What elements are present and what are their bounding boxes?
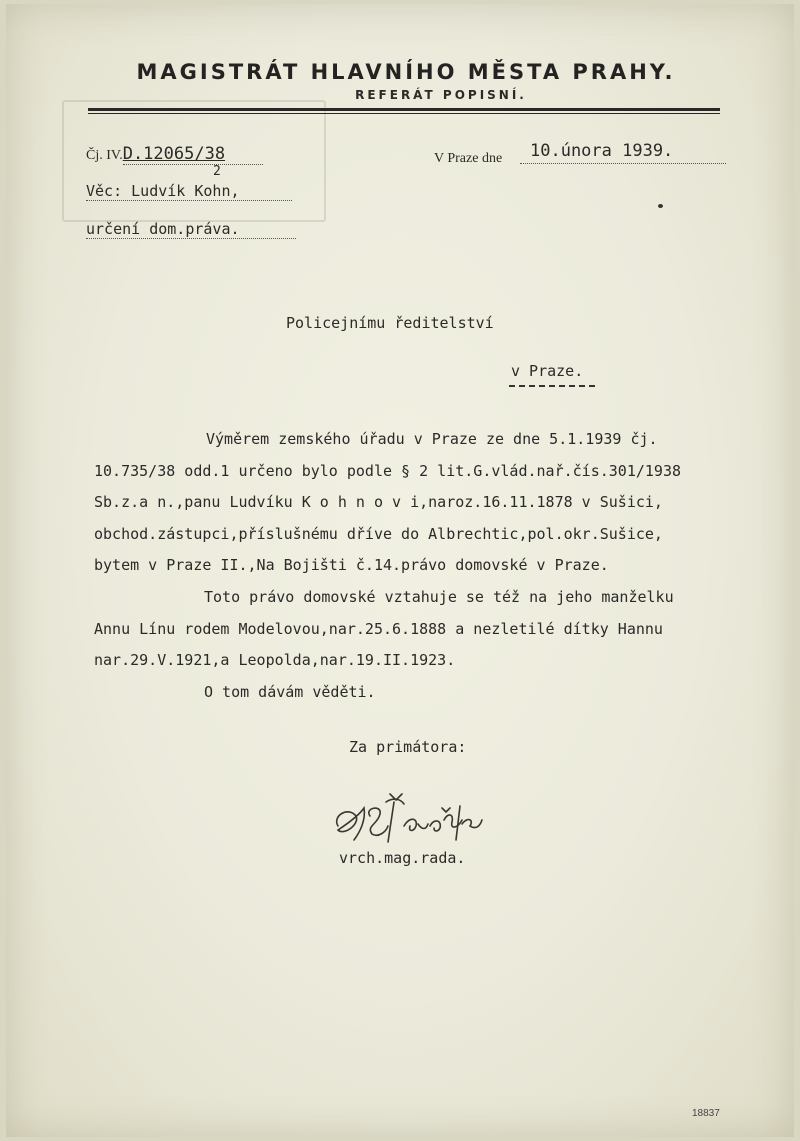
subject-line-2: určení dom.práva. <box>86 220 296 239</box>
reference-number: D.12065/38 <box>122 144 226 164</box>
body-line: obchod.zástupci,příslušnému dříve do Albrechtic,pol.okr.Sušice, <box>94 524 663 543</box>
recipient-city: v Praze. <box>511 362 584 380</box>
reference-number-field <box>123 144 263 165</box>
body-line: nar.29.V.1921,a Leopolda,nar.19.II.1923. <box>94 651 456 670</box>
signoff-for: Za primátora: <box>349 738 467 756</box>
letterhead-rule-thick <box>88 108 720 111</box>
ink-fleck <box>658 204 663 208</box>
body-line: 10.735/38 odd.1 určeno bylo podle § 2 lit.G.vlád.nař.čís.301/1938 <box>94 461 681 480</box>
letterhead-title: MAGISTRÁT HLAVNÍHO MĚSTA PRAHY. <box>136 60 676 84</box>
letterhead-rule-thin <box>88 113 720 114</box>
reference-label: Čj. IV. <box>86 148 123 163</box>
body-line: bytem v Praze II.,Na Bojišti č.14.právo domovské v Praze. <box>94 556 609 575</box>
handwritten-signature <box>330 786 510 850</box>
letterhead-subtitle: REFERÁT POPISNÍ. <box>355 88 527 102</box>
print-number: 18837 <box>692 1108 720 1119</box>
recipient-city-underline <box>509 385 595 387</box>
letter-body <box>94 424 734 708</box>
recipient-office: Policejnímu ředitelství <box>286 314 494 332</box>
body-line: Výměrem zemského úřadu v Praze ze dne 5.1.1939 čj. <box>206 430 658 448</box>
date-label: V Praze dne <box>434 151 503 166</box>
subject-line-1: Věc: Ludvík Kohn, <box>86 182 292 201</box>
body-line: Sb.z.a n.,panu Ludvíku K o h n o v i,naroz.16.11.1878 v Sušici, <box>94 493 663 512</box>
body-line: Annu Línu rodem Modelovou,nar.25.6.1888 a nezletilé dítky Hannu <box>94 619 663 638</box>
document-sheet <box>6 4 794 1137</box>
body-line: Toto právo domovské vztahuje se též na jeho manželku <box>204 587 674 606</box>
reference-number-line <box>86 144 263 165</box>
signatory-title: vrch.mag.rada. <box>339 849 466 867</box>
reference-subnumber: 2 <box>213 164 221 179</box>
date-value: 10.února 1939. <box>520 141 726 164</box>
body-line: O tom dávám věděti. <box>204 682 376 701</box>
reverse-bleed-through <box>696 209 697 210</box>
